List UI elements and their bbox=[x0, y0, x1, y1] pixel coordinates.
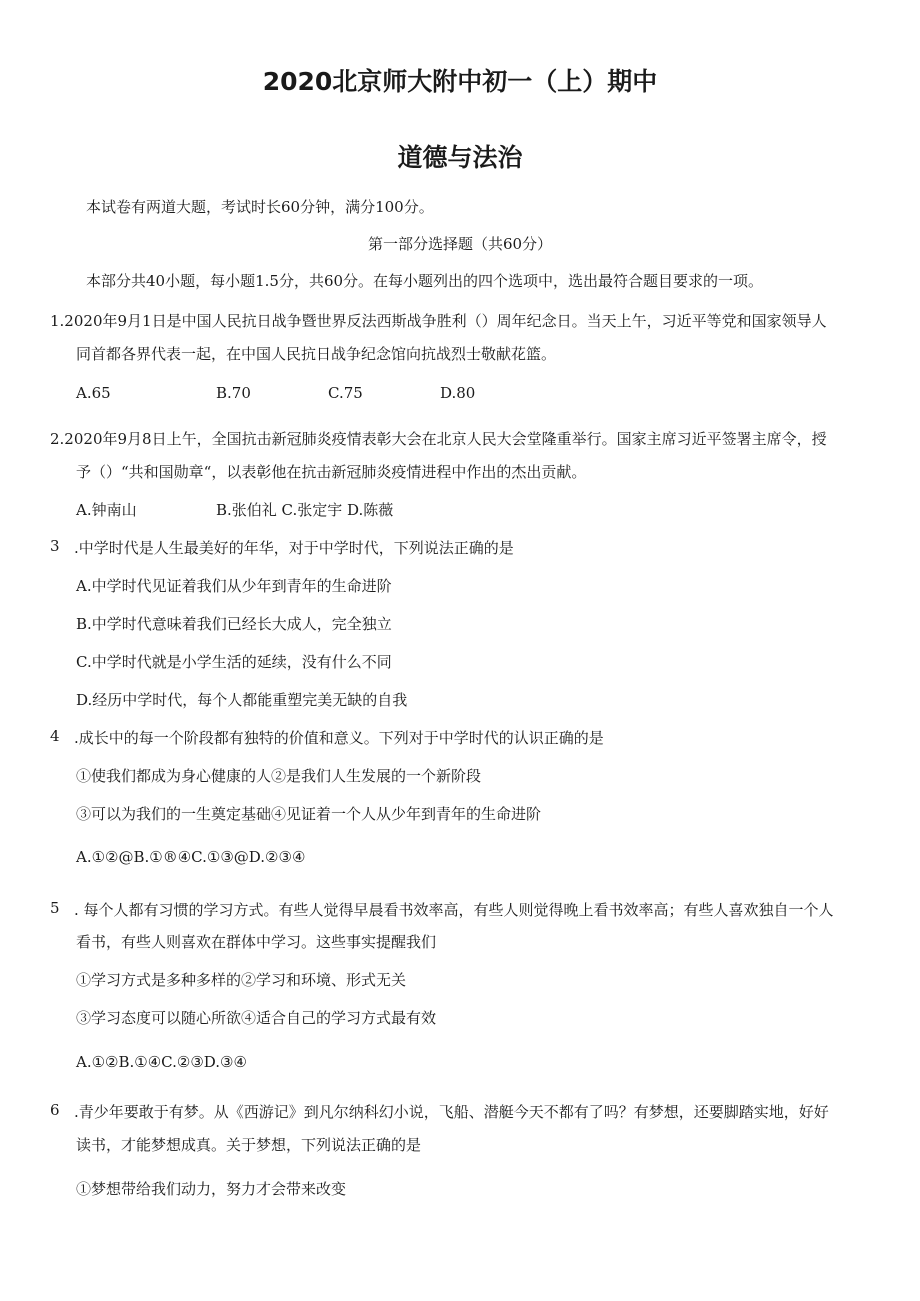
q6-stem-line2: 读书，才能梦想成真。关于梦想，下列说法正确的是 bbox=[76, 1136, 422, 1154]
part1-instructions: 本部分共40小题，每小题1.5分，共60分。在每小题列出的四个选项中，选出最符合题目要求的一项。 bbox=[86, 272, 764, 290]
q4-stem: .成长中的每一个阶段都有独特的价值和意义。下列对于中学时代的认识正确的是 bbox=[74, 729, 604, 747]
exam-title: 2020北京师大附中初一（上）期中 bbox=[262, 67, 658, 96]
q5-stem-line2: 看书，有些人则喜欢在群体中学习。这些事实提醒我们 bbox=[76, 933, 437, 951]
q2-options-bcd: B.张伯礼 C.张定宇 D.陈薇 bbox=[216, 501, 394, 519]
q5-statements-1: ①学习方式是多种多样的②学习和环境、形式无关 bbox=[76, 971, 407, 989]
q4-answers: A.①②@B.①®④C.①③@D.②③④ bbox=[76, 848, 306, 866]
q5-stem-line1: . 每个人都有习惯的学习方式。有些人觉得早晨看书效率高，有些人则觉得晚上看书效率高；有些人喜欢独自一个人 bbox=[74, 901, 834, 919]
q1-stem-line2: 同首都各界代表一起，在中国人民抗日战争纪念馆向抗战烈士敬献花篮。 bbox=[76, 345, 557, 363]
q4-statements-1: ①使我们都成为身心健康的人②是我们人生发展的一个新阶段 bbox=[76, 767, 482, 785]
exam-info: 本试卷有两道大题，考试时长60分钟，满分100分。 bbox=[86, 198, 434, 216]
q2-stem-line2: 予（）“共和国勋章“，以表彰他在抗击新冠肺炎疫情进程中作出的杰出贡献。 bbox=[76, 463, 587, 481]
q1-option-a: A.65 bbox=[76, 384, 111, 402]
q1-option-c: C.75 bbox=[328, 384, 363, 402]
q3-option-a: A.中学时代见证着我们从少年到青年的生命进阶 bbox=[76, 577, 392, 595]
q6-number: 6 bbox=[50, 1101, 60, 1119]
q2-option-a: A.钟南山 bbox=[76, 501, 137, 519]
q5-answers: A.①②B.①④C.②③D.③④ bbox=[76, 1053, 247, 1071]
q3-option-c: C.中学时代就是小学生活的延续，没有什么不同 bbox=[76, 653, 392, 671]
q3-option-d: D.经历中学时代，每个人都能重塑完美无缺的自我 bbox=[76, 691, 408, 709]
q3-option-b: B.中学时代意味着我们已经长大成人，完全独立 bbox=[76, 615, 392, 633]
q1-stem-line1: 1.2020年9月1日是中国人民抗日战争暨世界反法西斯战争胜利（）周年纪念日。当天上午，习近平等党和国家领导人 bbox=[50, 312, 827, 330]
subject-title: 道德与法治 bbox=[397, 143, 523, 172]
q3-stem: .中学时代是人生最美好的年华，对于中学时代，下列说法正确的是 bbox=[74, 539, 514, 557]
q4-statements-2: ③可以为我们的一生奠定基础④见证着一个人从少年到青年的生命进阶 bbox=[76, 805, 542, 823]
q6-stem-line1: .青少年要敢于有梦。从《西游记》到凡尔纳科幻小说，飞船、潜艇今天不都有了吗？有梦想，还要脚踏实地，好好 bbox=[74, 1103, 829, 1121]
q3-number: 3 bbox=[50, 537, 60, 555]
q6-statement-1: ①梦想带给我们动力，努力才会带来改变 bbox=[76, 1180, 347, 1198]
q1-option-d: D.80 bbox=[440, 384, 476, 402]
q5-statements-2: ③学习态度可以随心所欲④适合自己的学习方式最有效 bbox=[76, 1009, 437, 1027]
q5-number: 5 bbox=[50, 899, 60, 917]
q4-number: 4 bbox=[50, 727, 60, 745]
part1-heading: 第一部分选择题（共60分） bbox=[367, 235, 553, 253]
q1-option-b: B.70 bbox=[216, 384, 251, 402]
q2-stem-line1: 2.2020年9月8日上午，全国抗击新冠肺炎疫情表彰大会在北京人民大会堂隆重举行。国家主席习近平签署主席令，授 bbox=[50, 430, 827, 448]
